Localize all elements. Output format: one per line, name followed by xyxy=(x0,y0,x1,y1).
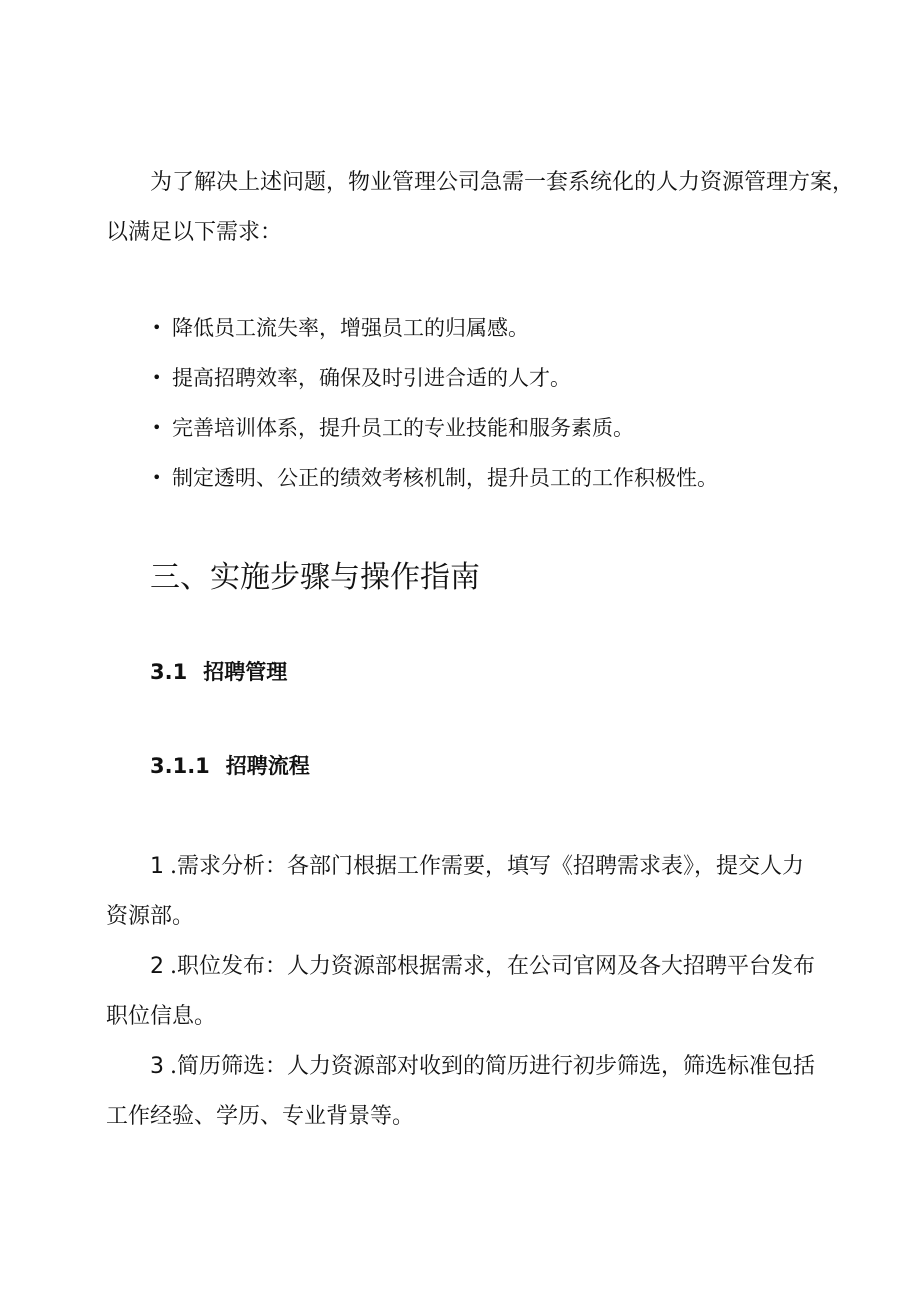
intro-paragraph xyxy=(106,158,855,258)
subsection-title: 招聘管理 xyxy=(203,659,288,684)
list-item-text: 降低员工流失率，增强员工的归属感。 xyxy=(172,316,529,340)
step-number: 3 xyxy=(150,1054,164,1079)
section-title: 三、实施步骤与操作指南 xyxy=(150,560,480,595)
list-item xyxy=(150,358,718,408)
list-item-text: 制定透明、公正的绩效考核机制，提升员工的工作积极性。 xyxy=(172,466,718,490)
step-line-1 xyxy=(106,842,826,892)
step-number: 2 xyxy=(150,954,164,979)
step-item xyxy=(106,842,826,942)
subsection-title: 招聘流程 xyxy=(225,753,310,778)
bullet-icon: • xyxy=(152,368,162,387)
list-item-text: 完善培训体系，提升员工的专业技能和服务素质。 xyxy=(172,416,634,440)
bullet-icon: • xyxy=(152,418,162,437)
step-line-1 xyxy=(106,942,826,992)
list-item xyxy=(150,408,718,458)
step-text: .简历筛选：人力资源部对收到的简历进行初步筛选，筛选标准包括 xyxy=(170,1054,815,1079)
requirements-list xyxy=(150,308,718,508)
step-item xyxy=(106,942,826,1042)
step-line-1 xyxy=(106,1042,826,1092)
step-text: .职位发布：人力资源部根据需求，在公司官网及各大招聘平台发布 xyxy=(170,954,815,979)
subsection-number: 3.1 xyxy=(150,660,188,684)
list-item xyxy=(150,458,718,508)
bullet-icon: • xyxy=(152,318,162,337)
step-number: 1 xyxy=(150,854,164,879)
list-item-text: 提高招聘效率，确保及时引进合适的人才。 xyxy=(172,366,571,390)
intro-line-1: 为了解决上述问题，物业管理公司急需一套系统化的人力资源管理方案， xyxy=(150,170,855,195)
step-line-2: 工作经验、学历、专业背景等。 xyxy=(106,1104,415,1129)
intro-line-2: 以满足以下需求： xyxy=(106,220,283,245)
step-line-2: 资源部。 xyxy=(106,904,195,929)
step-line-2: 职位信息。 xyxy=(106,1004,217,1029)
subsection-number: 3.1.1 xyxy=(150,754,210,778)
list-item xyxy=(150,308,718,358)
step-item xyxy=(106,1042,826,1142)
recruitment-steps xyxy=(106,842,826,1142)
subsection-heading-3-1-1 xyxy=(150,746,310,786)
subsection-heading-3-1 xyxy=(150,652,287,692)
bullet-icon: • xyxy=(152,468,162,487)
step-text: .需求分析：各部门根据工作需要，填写《招聘需求表》，提交人力 xyxy=(170,854,804,879)
